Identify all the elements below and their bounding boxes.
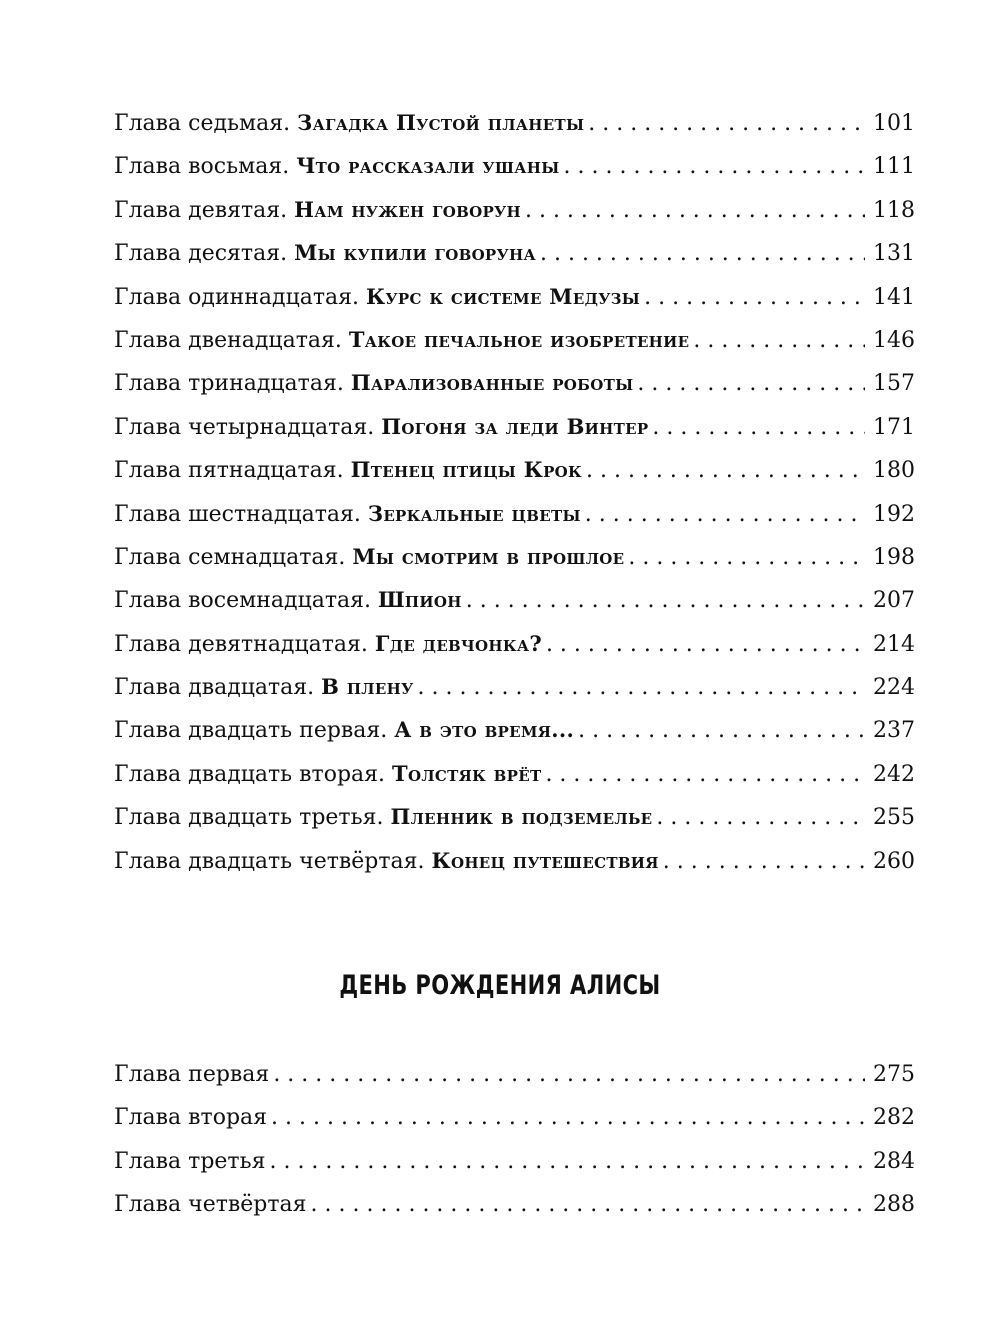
dot-leader (540, 241, 865, 266)
page-number: 237 (873, 718, 915, 744)
page-number: 146 (873, 327, 915, 353)
chapter-label: Глава шестнадцатая. (114, 501, 361, 527)
dot-leader (586, 458, 865, 483)
dot-leader (652, 415, 865, 440)
page-number: 180 (873, 458, 915, 484)
toc-entry (114, 501, 915, 544)
dot-leader (588, 111, 865, 136)
chapter-label: Глава девятая. (114, 197, 288, 223)
dot-leader (273, 1062, 865, 1087)
toc-entry (114, 284, 915, 327)
toc-entry (114, 240, 915, 283)
dot-leader (578, 718, 865, 743)
dot-leader (466, 588, 865, 613)
chapter-title: Погоня за леди Винтер (381, 413, 649, 439)
toc-entry (114, 717, 915, 760)
chapter-label: Глава седьмая. (114, 111, 291, 136)
chapter-label: Глава двадцать вторая. (114, 761, 386, 787)
chapter-label: Глава вторая (114, 1105, 268, 1131)
page-number: 275 (873, 1062, 915, 1087)
chapter-title: Загадка Пустой планеты (297, 110, 585, 135)
page-number: 141 (873, 284, 915, 310)
dot-leader (693, 328, 865, 353)
toc-entry (114, 1105, 915, 1148)
chapter-label: Глава девятнадцатая. (114, 631, 368, 657)
dot-leader (628, 545, 865, 570)
toc-entry (114, 153, 915, 196)
page-number: 198 (873, 544, 915, 570)
chapter-title: Толстяк врёт (392, 760, 542, 786)
toc-entry (114, 544, 915, 587)
page-number: 118 (873, 197, 915, 223)
chapter-title: Зеркальные цветы (367, 500, 581, 526)
dot-leader (271, 1105, 865, 1130)
page-number: 131 (873, 241, 915, 267)
chapter-title: Что рассказали ушаны (296, 153, 560, 179)
toc-entry (114, 761, 915, 804)
chapter-label: Глава двенадцатая. (114, 327, 342, 353)
chapter-label: Глава четырнадцатая. (114, 414, 375, 440)
toc-entry (114, 197, 915, 240)
dot-leader (311, 1192, 865, 1217)
chapter-label: Глава первая (114, 1062, 270, 1087)
dot-leader (418, 675, 865, 700)
chapter-label: Глава двадцать первая. (114, 718, 388, 744)
toc-entry (114, 848, 915, 891)
toc-entry (114, 1149, 915, 1192)
toc-entry (114, 804, 915, 847)
page-number: 192 (873, 501, 915, 527)
toc-entry (114, 414, 915, 457)
chapter-title: Нам нужен говорун (294, 196, 521, 222)
page-number: 288 (873, 1192, 915, 1218)
dot-leader (644, 285, 865, 310)
toc-entry (114, 587, 915, 630)
toc-entry (114, 1192, 915, 1235)
toc-entry (114, 327, 915, 370)
chapter-label: Глава тринадцатая. (114, 371, 344, 397)
chapter-label: Глава двадцать третья. (114, 805, 384, 831)
dot-leader (545, 762, 865, 787)
page-number: 242 (873, 761, 915, 787)
dot-leader (564, 154, 865, 179)
dot-leader (525, 198, 865, 223)
page-number: 157 (873, 371, 915, 397)
page-number: 255 (873, 805, 915, 831)
page-number: 260 (873, 848, 915, 874)
chapter-label: Глава восьмая. (114, 154, 290, 180)
chapter-label: Глава десятая. (114, 241, 288, 267)
chapter-title: Мы купили говоруна (294, 240, 536, 266)
page-number: 111 (873, 154, 915, 180)
chapter-title: Конец путешествия (431, 847, 659, 873)
dot-leader (269, 1149, 865, 1174)
chapter-label: Глава двадцатая. (114, 675, 315, 701)
toc-part-2 (114, 1062, 915, 1236)
dot-leader (637, 371, 865, 396)
chapter-label: Глава восемнадцатая. (114, 588, 371, 614)
dot-leader (663, 849, 865, 874)
chapter-title: Птенец птицы Крок (350, 457, 582, 483)
toc-entry (114, 457, 915, 500)
chapter-title: В плену (321, 674, 414, 700)
toc-entry (114, 370, 915, 413)
chapter-title: Такое печальное изобретение (348, 326, 690, 352)
page-number: 282 (873, 1105, 915, 1131)
page-number: 284 (873, 1148, 915, 1174)
chapter-title: А в это время... (394, 717, 575, 743)
page-number: 101 (873, 111, 915, 136)
toc-entry (114, 110, 915, 153)
chapter-label: Глава одиннадцатая. (114, 284, 360, 310)
page-number: 171 (873, 414, 915, 440)
toc-entry (114, 674, 915, 717)
chapter-label: Глава третья (114, 1148, 266, 1174)
chapter-label: Глава пятнадцатая. (114, 458, 344, 484)
page-number: 214 (873, 631, 915, 657)
toc-entry (114, 631, 915, 674)
dot-leader (546, 632, 865, 657)
page-number: 207 (873, 588, 915, 614)
section-heading: ДЕНЬ РОЖДЕНИЯ АЛИСЫ (339, 970, 661, 1001)
toc-part-1 (114, 110, 915, 891)
toc-entry (114, 1062, 915, 1105)
chapter-label: Глава семнадцатая. (114, 544, 346, 570)
chapter-title: Пленник в подземелье (390, 804, 653, 830)
chapter-title: Где девчонка? (374, 630, 542, 656)
dot-leader (656, 805, 865, 830)
chapter-title: Курс к системе Медузы (366, 283, 641, 309)
chapter-title: Мы смотрим в прошлое (352, 543, 625, 569)
chapter-title: Парализованные роботы (350, 370, 634, 396)
chapter-title: Шпион (378, 587, 462, 613)
chapter-label: Глава двадцать четвёртая. (114, 848, 425, 874)
page-number: 224 (873, 675, 915, 701)
dot-leader (585, 502, 865, 527)
chapter-label: Глава четвёртая (114, 1192, 307, 1218)
